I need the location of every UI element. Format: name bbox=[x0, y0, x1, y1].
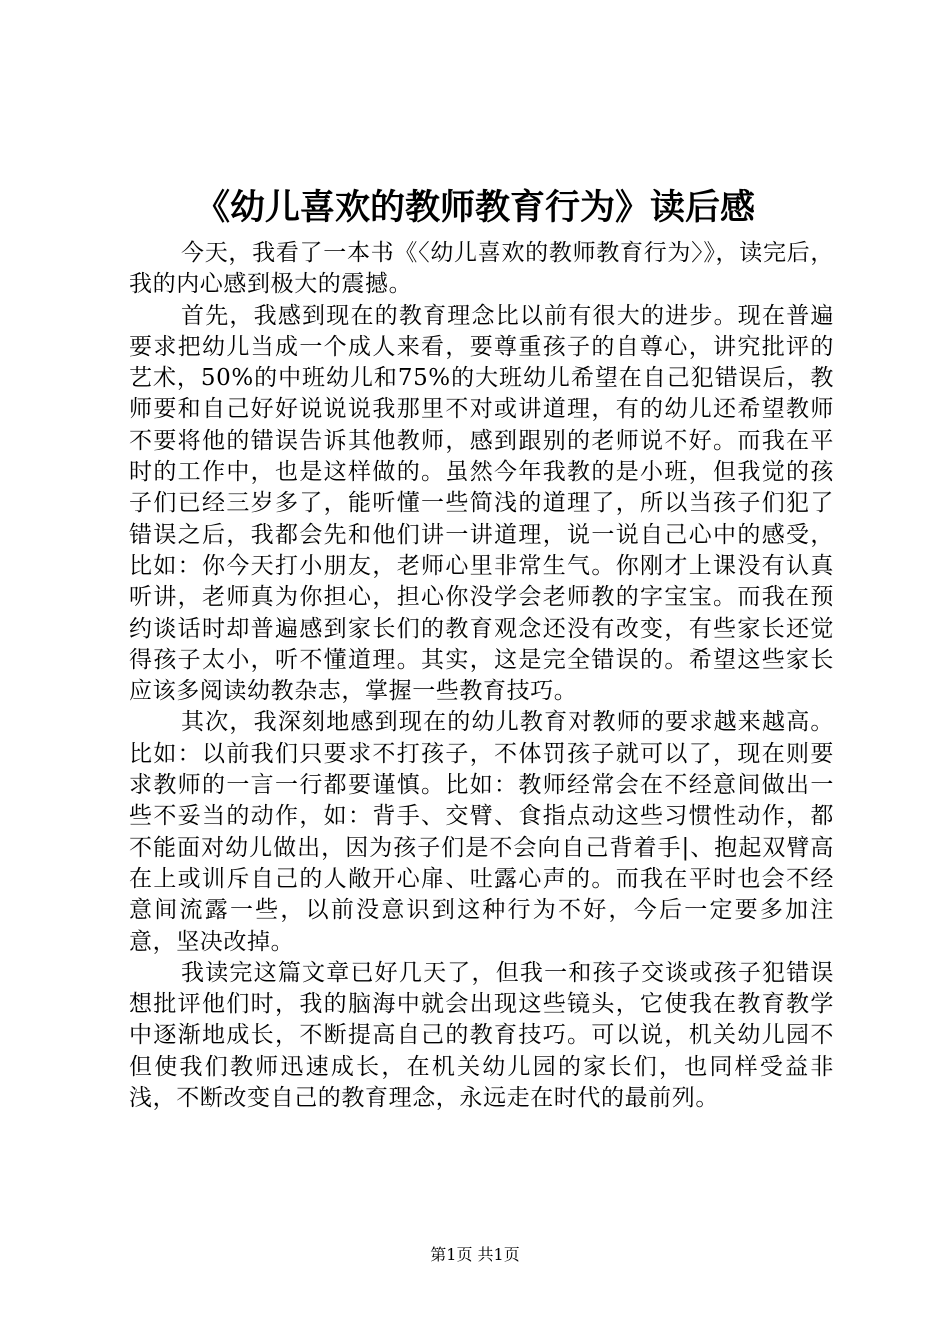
paragraph-2: 首先，我感到现在的教育理念比以前有很大的进步。现在普遍要求把幼儿当成一个成人来看，要尊重孩子的自尊心，讲究批评的艺术，50%的中班幼儿和75%的大班幼儿希望在自己犯错误后，教师要和自己好好说说说我那里不对或讲道理，有的幼儿还希望教师不要将他的错误告诉其他教师，感到跟别的老师说不好。而我在平时的工作中，也是这样做的。虽然今年我教的是小班，但我觉的孩子们已经三岁多了，能听懂一些简浅的道理了，所以当孩子们犯了错误之后，我都会先和他们讲一讲道理，说一说自己心中的感受，比如：你今天打小朋友，老师心里非常生气。你刚才上课没有认真听讲，老师真为你担心，担心你没学会老师教的字宝宝。而我在预约谈话时却普遍感到家长们的教育观念还没有改变，有些家长还觉得孩子太小，听不懂道理。其实，这是完全错误的。希望这些家长应该多阅读幼教杂志，掌握一些教育技巧。 bbox=[129, 302, 834, 705]
document-body bbox=[129, 238, 834, 1114]
paragraph-1: 今天，我看了一本书《〈幼儿喜欢的教师教育行为〉》，读完后，我的内心感到极大的震撼。 bbox=[129, 240, 834, 298]
page-footer: 第1页 共1页 bbox=[430, 1245, 520, 1264]
paragraph-3: 其次，我深刻地感到现在的幼儿教育对教师的要求越来越高。比如：以前我们只要求不打孩子，不体罚孩子就可以了，现在则要求教师的一言一行都要谨慎。比如：教师经常会在不经意间做出一些不妥当的动作，如：背手、交臂、食指点动这些习惯性动作，都不能面对幼儿做出，因为孩子们是不会向自己背着手|、抱起双臂高在上或训斥自己的人敞开心扉、吐露心声的。而我在平时也会不经意间流露一些，以前没意识到这种行为不好，今后一定要多加注意，坚决改掉。 bbox=[129, 709, 834, 955]
paragraph-4: 我读完这篇文章已好几天了，但我一和孩子交谈或孩子犯错误想批评他们时，我的脑海中就会出现这些镜头，它使我在教育教学中逐渐地成长，不断提高自己的教育技巧。可以说，机关幼儿园不但使我们教师迅速成长，在机关幼儿园的家长们，也同样受益非浅，不断改变自己的教育理念，永远走在时代的最前列。 bbox=[129, 959, 834, 1112]
document-title: 《幼儿喜欢的教师教育行为》读后感 bbox=[194, 187, 755, 228]
